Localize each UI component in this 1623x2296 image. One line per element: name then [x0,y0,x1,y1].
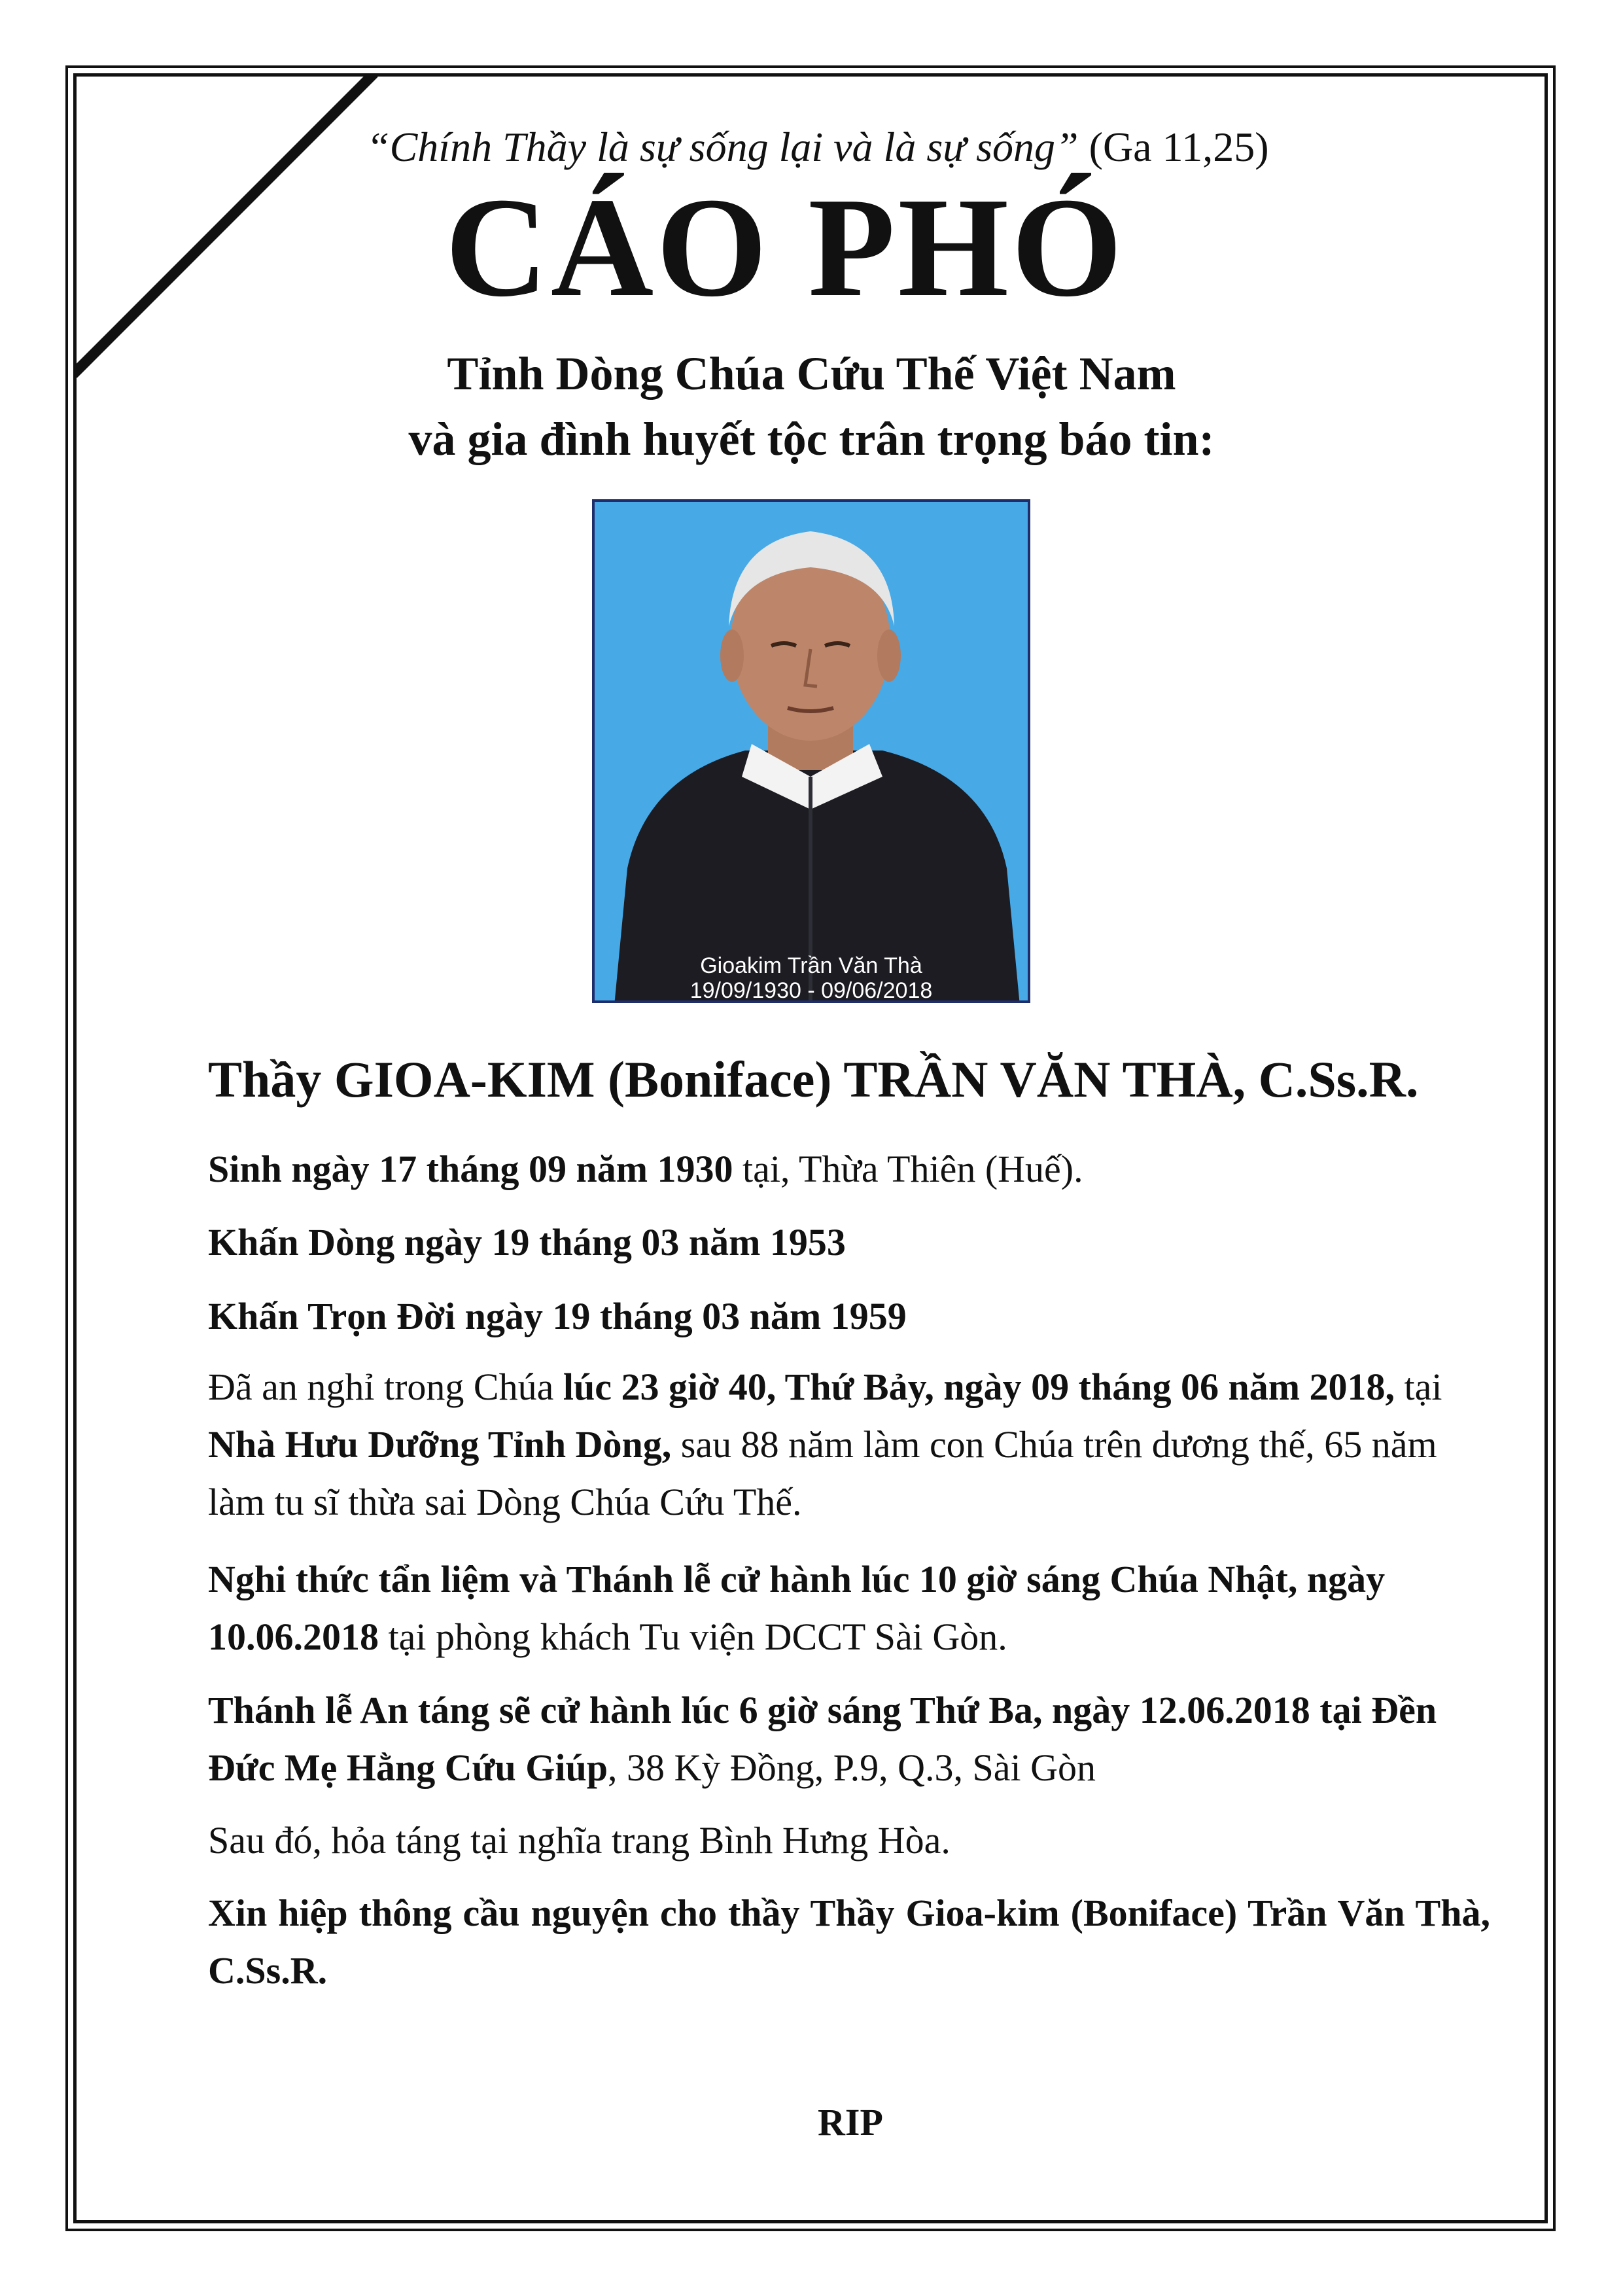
funeral-time: Thánh lễ An táng sẽ cử hành lúc 6 giờ sáng Thứ Ba, ngày 12.06.2018 tại Đền Đức Mẹ Hằng Cứu Giúp [208,1689,1437,1789]
death-text-3: sau 88 năm làm con Chúa trên dương thế, 65 năm làm tu sĩ thừa sai Dòng Chúa Cứu Thế. [208,1423,1437,1523]
photo-caption-dates: 19/09/1930 - 09/06/2018 [689,978,933,1003]
first-vows [208,1213,846,1272]
photo-caption-name: Gioakim Trần Văn Thà [700,953,922,978]
death-place: Nhà Hưu Dưỡng Tỉnh Dòng, [208,1423,672,1466]
scripture-quote [366,123,1478,171]
deceased-name: Thầy GIOA-KIM (Boniface) TRẦN VĂN THÀ, C.Ss.R. [208,1051,1419,1108]
death-text-2: tại [1395,1366,1442,1408]
encoffin-place: tại phòng khách Tu viện DCCT Sài Gòn. [379,1616,1007,1658]
portrait-figure [595,502,1030,1003]
encoffin-time: Nghi thức tẩn liệm và Thánh lễ cử hành lúc 10 giờ sáng Chúa Nhật, ngày 10.06.2018 [208,1558,1386,1658]
cremation-info: Sau đó, hỏa táng tại nghĩa trang Bình Hưng Hòa. [208,1819,951,1862]
funeral-address: , 38 Kỳ Đồng, P.9, Q.3, Sài Gòn [607,1746,1096,1789]
rip-text: RIP [818,2101,883,2144]
final-vows-text: Khấn Trọn Đời ngày 19 tháng 03 năm 1959 [208,1295,907,1337]
funeral-paragraph [208,1682,1490,1797]
prayer-request: Xin hiệp thông cầu nguyện cho thầy Thầy Gioa-kim (Boniface) Trần Văn Thà, C.Ss.R. [208,1892,1490,1992]
death-text-1: Đã an nghỉ trong Chúa [208,1366,563,1408]
birth-info [208,1140,1083,1199]
final-vows [208,1287,907,1346]
encoffin-paragraph [208,1551,1490,1666]
birth-date: Sinh ngày 17 tháng 09 năm 1930 [208,1148,733,1190]
portrait-photo [592,499,1030,1003]
quote-reference: (Ga 11,25) [1078,124,1269,170]
quote-text: “Chính Thầy là sự sống lại và là sự sống” [366,124,1079,170]
page-title: CÁO PHÓ [445,169,1125,327]
death-paragraph [208,1358,1490,1531]
death-time: lúc 23 giờ 40, Thứ Bảy, ngày 09 tháng 06 năm 2018, [563,1366,1395,1408]
first-vows-text: Khấn Dòng ngày 19 tháng 03 năm 1953 [208,1221,846,1263]
announcer-line-1: Tỉnh Dòng Chúa Cứu Thế Việt Nam [447,347,1176,400]
announcer-line-2: và gia đình huyết tộc trân trọng báo tin: [408,413,1215,465]
birth-place: tại, Thừa Thiên (Huế). [733,1148,1083,1190]
